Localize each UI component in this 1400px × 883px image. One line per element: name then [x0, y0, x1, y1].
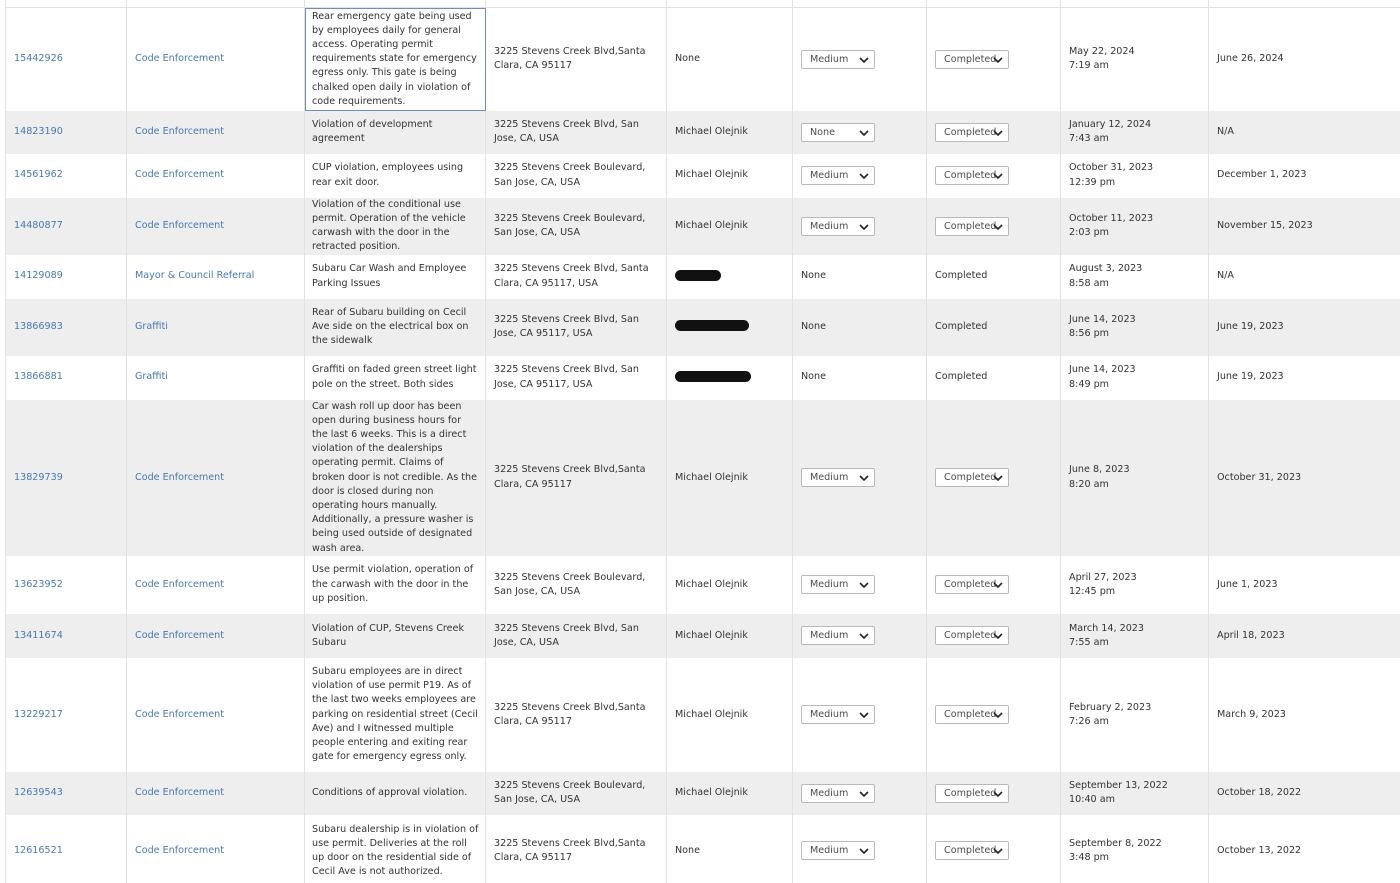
request-description: Car wash roll up door has been open during business hours for the last 6 weeks. This is a direct violation of the dealerships operating permit. Claims of broken door is not credible. As the door is closed during non operating hours manually. Additionally, a pressure washer is being used outside of designated wash area.	[312, 400, 478, 554]
priority-select-value: None	[810, 126, 836, 138]
priority-select-value: Medium	[810, 845, 849, 857]
chevron-down-icon	[859, 580, 869, 588]
created-time: 3:48 pm	[1069, 851, 1110, 863]
request-id-link[interactable]: 12616521	[14, 844, 63, 856]
table-row	[6, 772, 1400, 815]
priority-select[interactable]	[801, 468, 875, 487]
chevron-down-icon	[993, 222, 1003, 230]
priority-select[interactable]	[801, 123, 875, 142]
created-time: 7:19 am	[1069, 60, 1109, 72]
request-description: Rear emergency gate being used by employees daily for general access. Operating permit requirements state for emergency egress only. This gate is being chalked open daily in violation of code requirements.	[312, 10, 477, 107]
priority-select-value: Medium	[810, 709, 849, 721]
priority-select-value: Medium	[810, 579, 849, 591]
request-type-link[interactable]: Code Enforcement	[135, 471, 224, 483]
status-select-value: Completed	[944, 709, 997, 721]
request-address: 3225 Stevens Creek Blvd,Santa Clara, CA 95117	[494, 701, 646, 727]
request-type-link[interactable]: Code Enforcement	[135, 708, 224, 720]
redacted-name-block	[675, 371, 751, 382]
chevron-down-icon	[993, 710, 1003, 718]
chevron-down-icon	[993, 580, 1003, 588]
status-select[interactable]	[935, 841, 1009, 860]
chevron-down-icon	[859, 55, 869, 63]
created-date: September 8, 2022	[1069, 837, 1162, 849]
request-type-link[interactable]: Graffiti	[135, 320, 168, 332]
status-text: Completed	[935, 270, 988, 282]
assigned-to: Michael Olejnik	[675, 578, 748, 590]
request-id-link[interactable]: 13229217	[14, 708, 63, 720]
status-select-value: Completed	[944, 472, 997, 484]
chevron-down-icon	[859, 473, 869, 481]
status-select-value: Completed	[944, 126, 997, 138]
status-select[interactable]	[935, 50, 1009, 69]
request-address: 3225 Stevens Creek Blvd,Santa Clara, CA 95117	[494, 837, 646, 863]
request-type-link[interactable]: Code Enforcement	[135, 787, 224, 799]
table-row	[6, 111, 1400, 154]
created-date: October 11, 2023	[1069, 212, 1154, 224]
chevron-down-icon	[859, 631, 869, 639]
requests-table-container[interactable]	[5, 0, 1400, 883]
request-description: Conditions of approval violation.	[312, 787, 468, 799]
status-text: Completed	[935, 371, 988, 383]
status-select[interactable]	[935, 217, 1009, 236]
closed-date: June 19, 2023	[1217, 320, 1284, 332]
priority-text: None	[801, 320, 827, 332]
chevron-down-icon	[859, 789, 869, 797]
created-date: May 22, 2024	[1069, 46, 1135, 58]
request-description: Subaru employees are in direct violation of use permit P19. As of the last two weeks employees are parking on residential street (Cecil Ave) and I witnessed multiple people entering and exiting rear gate for emergency egress only.	[312, 666, 478, 763]
priority-select[interactable]	[801, 50, 875, 69]
status-select[interactable]	[935, 705, 1009, 724]
request-id-link[interactable]: 15442926	[14, 53, 63, 65]
assigned-to: Michael Olejnik	[675, 629, 748, 641]
created-time: 12:39 pm	[1069, 176, 1116, 188]
table-row	[6, 614, 1400, 658]
assigned-to: Michael Olejnik	[675, 471, 748, 483]
request-description: Graffiti on faded green street light pole on the street. Both sides	[312, 364, 477, 390]
request-type-link[interactable]: Code Enforcement	[135, 578, 224, 590]
chevron-down-icon	[993, 631, 1003, 639]
closed-date: April 18, 2023	[1217, 629, 1285, 641]
priority-select-value: Medium	[810, 472, 849, 484]
closed-date: October 18, 2022	[1217, 787, 1302, 799]
created-date: August 3, 2023	[1069, 263, 1143, 275]
priority-select[interactable]	[801, 217, 875, 236]
status-select[interactable]	[935, 784, 1009, 803]
created-date: March 14, 2023	[1069, 622, 1145, 634]
priority-select-value: Medium	[810, 220, 849, 232]
focused-description-cell	[305, 8, 486, 111]
chevron-down-icon	[859, 846, 869, 854]
request-id-link[interactable]: 14823190	[14, 125, 63, 137]
request-description: Violation of CUP, Stevens Creek Subaru	[312, 622, 465, 648]
status-select[interactable]	[935, 626, 1009, 645]
request-address: 3225 Stevens Creek Blvd, Santa Clara, CA 95117, USA	[494, 263, 649, 289]
chevron-down-icon	[993, 55, 1003, 63]
closed-date: October 13, 2022	[1217, 844, 1302, 856]
assigned-to: None	[675, 844, 701, 856]
table-row	[6, 356, 1400, 400]
priority-select[interactable]	[801, 784, 875, 803]
request-description: Subaru dealership is in violation of use permit. Deliveries at the roll up door on the residential side of Cecil Ave is not authorized.	[312, 823, 479, 878]
created-date: February 2, 2023	[1069, 701, 1152, 713]
request-id-link[interactable]: 14480877	[14, 219, 63, 231]
status-select[interactable]	[935, 575, 1009, 594]
status-select[interactable]	[935, 468, 1009, 487]
request-type-link[interactable]: Code Enforcement	[135, 169, 224, 181]
chevron-down-icon	[993, 789, 1003, 797]
request-address: 3225 Stevens Creek Blvd, San Jose, CA 95117, USA	[494, 313, 639, 339]
request-address: 3225 Stevens Creek Boulevard, San Jose, CA, USA	[494, 162, 646, 188]
request-address: 3225 Stevens Creek Blvd,Santa Clara, CA 95117	[494, 46, 646, 72]
status-select-value: Completed	[944, 579, 997, 591]
created-time: 8:58 am	[1069, 277, 1109, 289]
created-time: 8:20 am	[1069, 478, 1109, 490]
created-date: June 14, 2023	[1069, 364, 1136, 376]
table-row	[6, 556, 1400, 614]
closed-date: June 26, 2024	[1217, 53, 1284, 65]
priority-select-value: Medium	[810, 787, 849, 799]
request-address: 3225 Stevens Creek Boulevard, San Jose, CA, USA	[494, 780, 646, 806]
assigned-to: Michael Olejnik	[675, 219, 748, 231]
request-address: 3225 Stevens Creek Blvd, San Jose, CA 95117, USA	[494, 364, 639, 390]
chevron-down-icon	[993, 128, 1003, 136]
created-time: 7:26 am	[1069, 715, 1109, 727]
priority-select[interactable]	[801, 705, 875, 724]
assigned-to: Michael Olejnik	[675, 708, 748, 720]
priority-select[interactable]	[801, 841, 875, 860]
closed-date: March 9, 2023	[1217, 708, 1286, 720]
created-date: April 27, 2023	[1069, 571, 1137, 583]
assigned-to: Michael Olejnik	[675, 125, 748, 137]
priority-text: None	[801, 371, 827, 383]
priority-select-value: Medium	[810, 53, 849, 65]
request-id-link[interactable]: 14129089	[14, 270, 63, 282]
status-text: Completed	[935, 320, 988, 332]
redacted-name-block	[675, 320, 749, 331]
assigned-to: None	[675, 53, 701, 65]
table-row	[6, 400, 1400, 556]
created-date: June 14, 2023	[1069, 313, 1136, 325]
request-description: Use permit violation, operation of the carwash with the door in the up position.	[312, 564, 474, 604]
priority-select[interactable]	[801, 166, 875, 185]
created-time: 12:45 pm	[1069, 585, 1116, 597]
request-description: CUP violation, employees using rear exit door.	[312, 162, 464, 188]
request-id-link[interactable]: 14561962	[14, 169, 63, 181]
chevron-down-icon	[993, 473, 1003, 481]
closed-date: June 19, 2023	[1217, 371, 1284, 383]
chevron-down-icon	[859, 128, 869, 136]
status-select-value: Completed	[944, 53, 997, 65]
closed-date: December 1, 2023	[1217, 169, 1307, 181]
service-requests-table	[5, 0, 1400, 883]
request-description: Violation of development agreement	[312, 118, 433, 144]
request-type-link[interactable]: Graffiti	[135, 371, 168, 383]
request-address: 3225 Stevens Creek Blvd, San Jose, CA, USA	[494, 118, 639, 144]
request-address: 3225 Stevens Creek Blvd, San Jose, CA, USA	[494, 622, 639, 648]
status-select-value: Completed	[944, 220, 997, 232]
request-description: Violation of the conditional use permit. Operation of the vehicle carwash with the door in the retracted position.	[312, 198, 466, 253]
request-type-link[interactable]: Code Enforcement	[135, 844, 224, 856]
table-row	[6, 198, 1400, 255]
request-id-link[interactable]: 13829739	[14, 471, 63, 483]
created-time: 10:40 am	[1069, 794, 1115, 806]
priority-select-value: Medium	[810, 630, 849, 642]
request-id-link[interactable]: 13411674	[14, 629, 63, 641]
table-row	[6, 658, 1400, 772]
request-id-link[interactable]: 13866881	[14, 371, 63, 383]
table-row	[6, 299, 1400, 356]
created-time: 7:55 am	[1069, 636, 1109, 648]
created-time: 8:56 pm	[1069, 328, 1110, 339]
table-row	[6, 8, 1400, 111]
table-row	[6, 255, 1400, 299]
status-select-value: Completed	[944, 630, 997, 642]
created-date: October 31, 2023	[1069, 162, 1154, 174]
closed-date: N/A	[1217, 125, 1234, 137]
priority-select[interactable]	[801, 626, 875, 645]
request-id-link[interactable]: 13623952	[14, 578, 63, 590]
request-address: 3225 Stevens Creek Boulevard, San Jose, CA, USA	[494, 212, 646, 238]
closed-date: October 31, 2023	[1217, 471, 1302, 483]
redacted-name-block	[675, 270, 721, 281]
assigned-to: Michael Olejnik	[675, 169, 748, 181]
closed-date: N/A	[1217, 270, 1234, 282]
chevron-down-icon	[859, 710, 869, 718]
status-select-value: Completed	[944, 170, 997, 181]
request-address: 3225 Stevens Creek Blvd,Santa Clara, CA 95117	[494, 464, 646, 490]
chevron-down-icon	[993, 846, 1003, 854]
table-row	[6, 154, 1400, 198]
created-time: 8:49 pm	[1069, 378, 1110, 390]
created-date: September 13, 2022	[1069, 780, 1168, 792]
request-description: Subaru Car Wash and Employee Parking Issues	[312, 263, 467, 289]
chevron-down-icon	[859, 171, 869, 179]
chevron-down-icon	[859, 222, 869, 230]
created-time: 2:03 pm	[1069, 227, 1110, 238]
closed-date: June 1, 2023	[1217, 578, 1278, 590]
created-date: January 12, 2024	[1069, 118, 1152, 130]
status-select-value: Completed	[944, 845, 997, 857]
request-address: 3225 Stevens Creek Boulevard, San Jose, CA, USA	[494, 571, 646, 597]
chevron-down-icon	[993, 171, 1003, 179]
request-id-link[interactable]: 12639543	[14, 787, 63, 799]
assigned-to: Michael Olejnik	[675, 787, 748, 799]
status-select[interactable]	[935, 166, 1009, 185]
created-date: June 8, 2023	[1069, 464, 1130, 476]
closed-date: November 15, 2023	[1217, 219, 1313, 231]
request-id-link[interactable]: 13866983	[14, 320, 63, 332]
request-type-link[interactable]: Code Enforcement	[135, 629, 224, 641]
priority-select[interactable]	[801, 575, 875, 594]
request-type-link[interactable]: Code Enforcement	[135, 125, 224, 137]
status-select-value: Completed	[944, 787, 997, 799]
request-type-link[interactable]: Mayor & Council Referral	[135, 270, 255, 282]
table-top-strip	[6, 0, 1400, 8]
priority-select-value: Medium	[810, 170, 849, 181]
table-row	[6, 815, 1400, 883]
request-type-link[interactable]: Code Enforcement	[135, 219, 224, 231]
created-time: 7:43 am	[1069, 133, 1109, 144]
request-description: Rear of Subaru building on Cecil Ave side on the electrical box on the sidewalk	[312, 306, 469, 347]
request-type-link[interactable]: Code Enforcement	[135, 53, 224, 65]
priority-text: None	[801, 270, 827, 282]
status-select[interactable]	[935, 123, 1009, 142]
